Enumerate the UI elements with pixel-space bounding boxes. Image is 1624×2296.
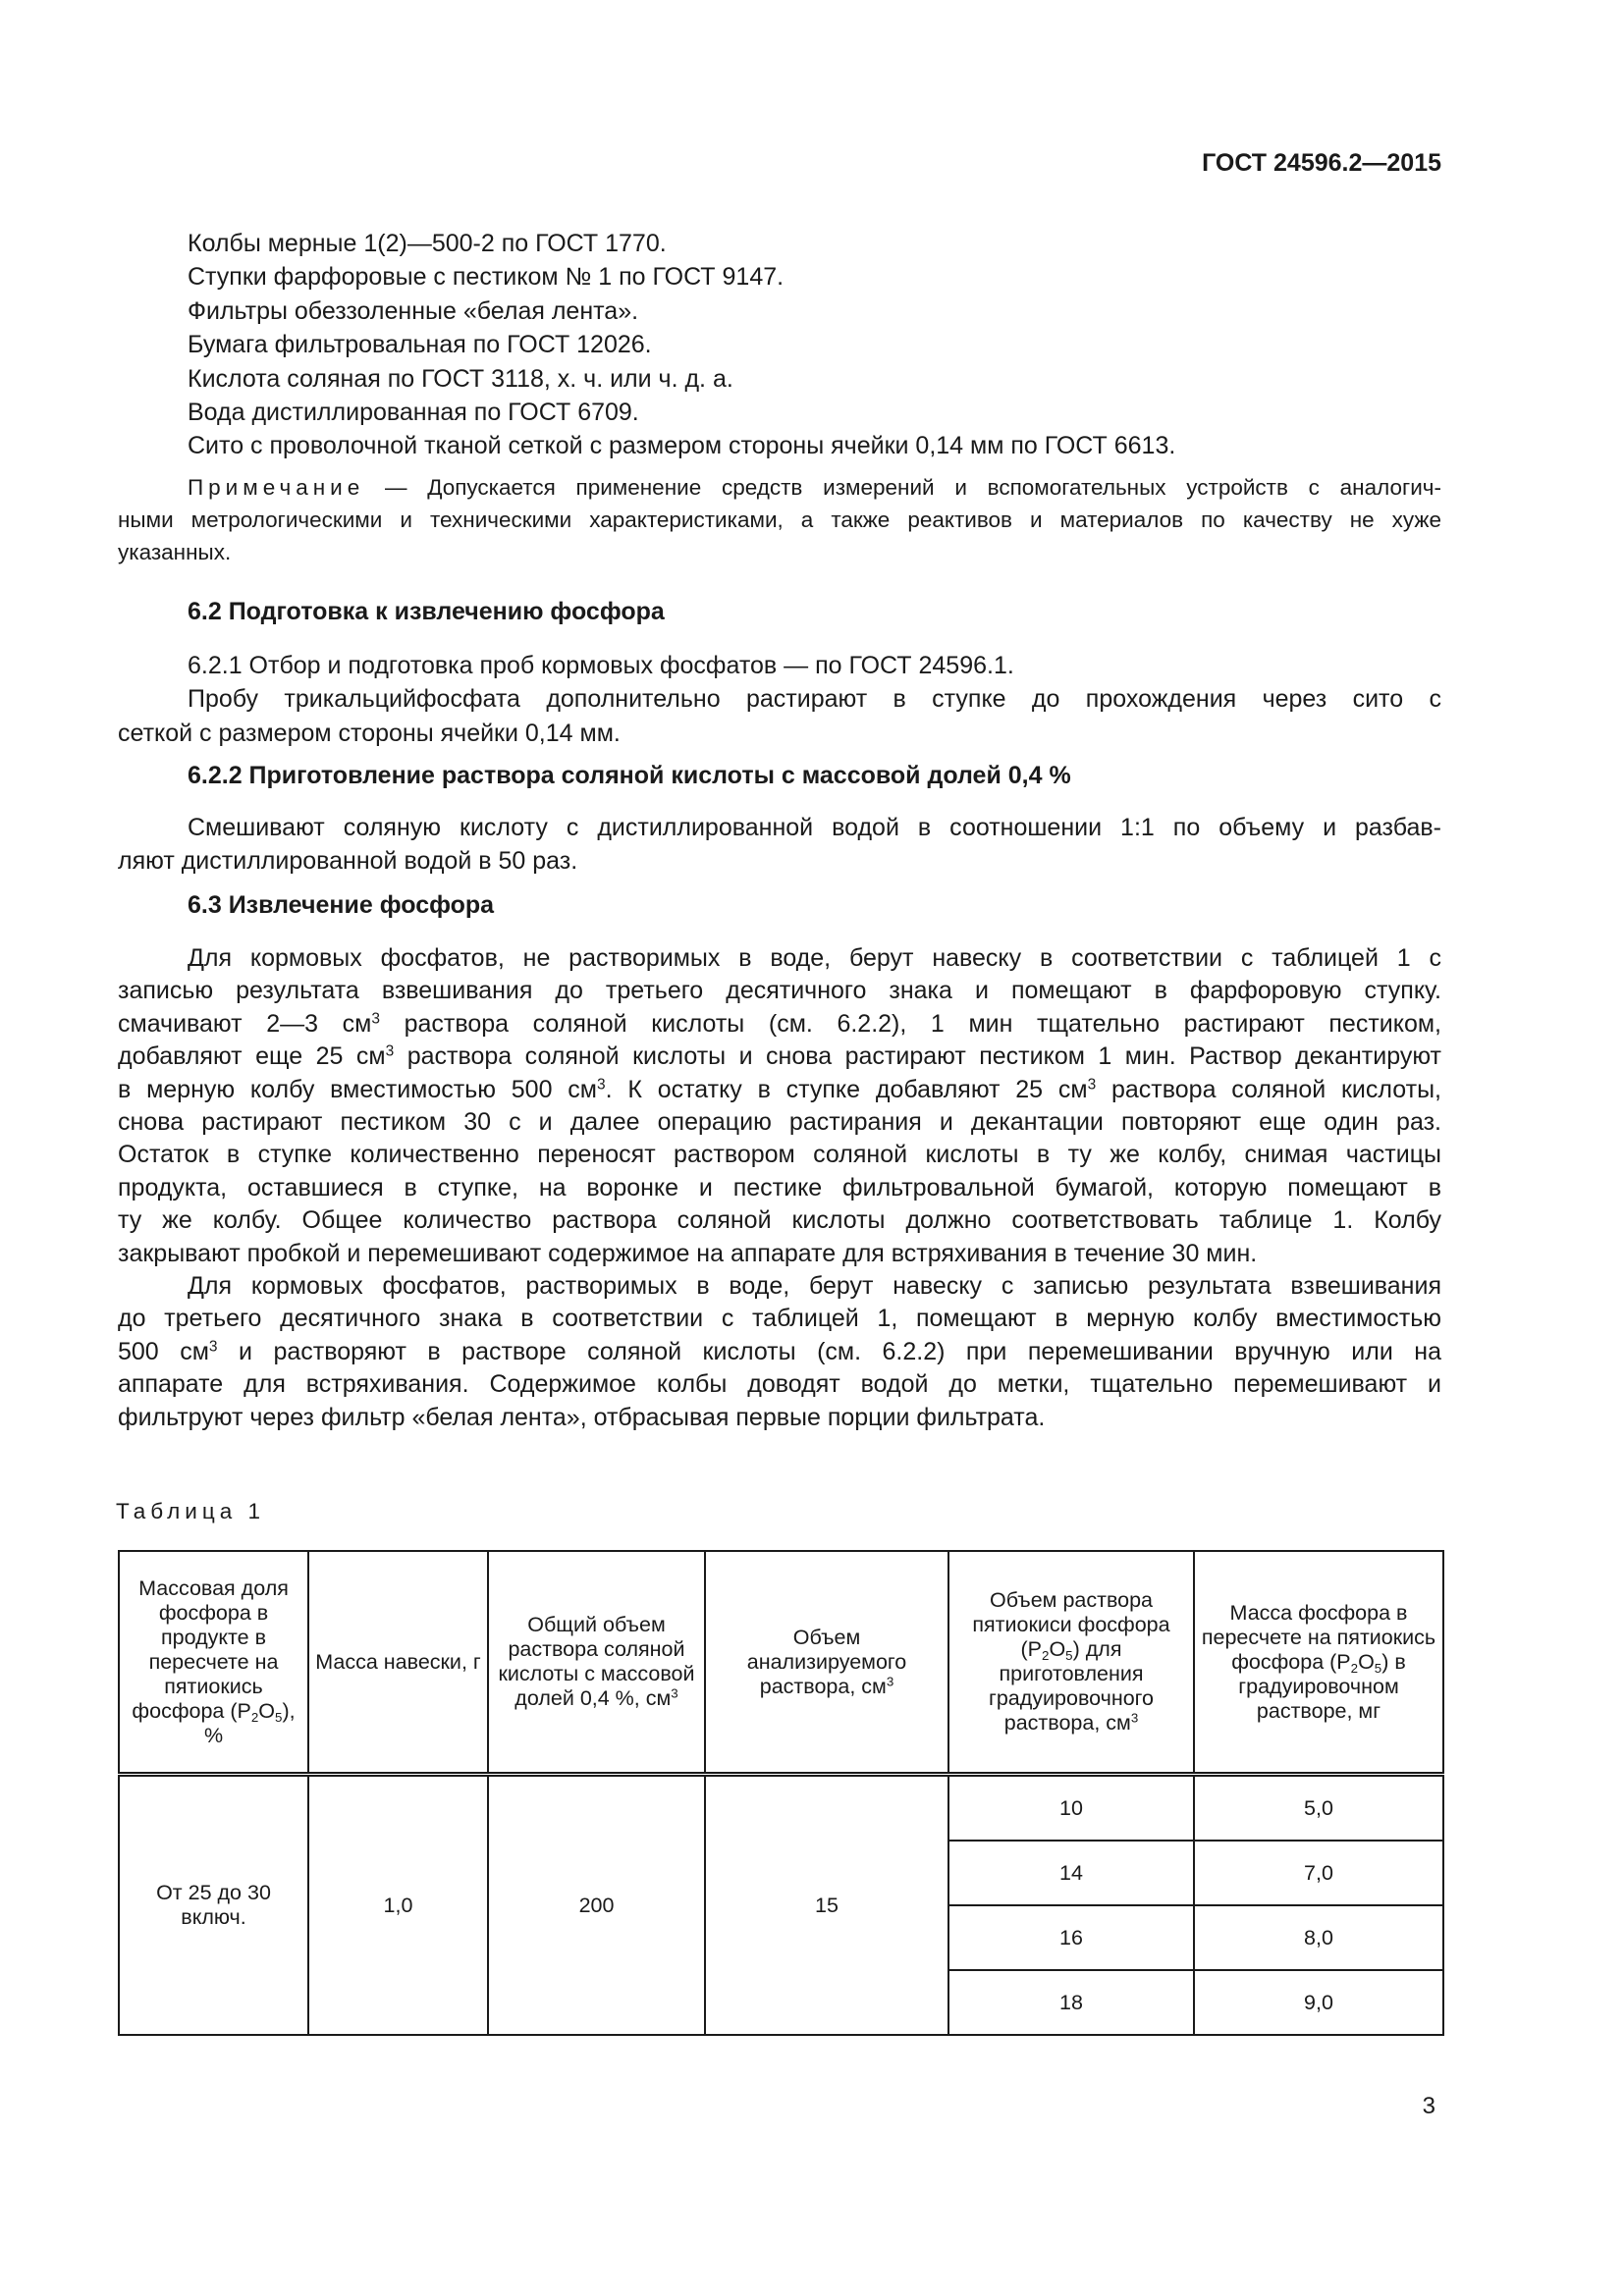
note-label: Примечание	[188, 475, 365, 500]
header-analyzed-volume: Объем анализируемого раствора, $см^3$	[705, 1551, 948, 1775]
superscript: 3	[886, 1674, 894, 1689]
header-p2o5-mass: Масса фосфора в пересчете на пятиокись фосфора $(P_2O_5)$ в градуировочном растворе, мг	[1194, 1551, 1443, 1775]
text-line: в мерную колбу вместимостью 500 $см^3$. К остатку в ступке добавляют 25 $см^3$ раствора соляной кислоты,	[118, 1075, 1441, 1103]
header-sample-mass: Масса навески, г	[308, 1551, 488, 1775]
text-line: Бумага фильтровальная по ГОСТ 12026.	[188, 331, 652, 359]
text-line: фильтруют через фильтр «белая лента», отбрасывая первые порции фильтрата.	[118, 1403, 1046, 1431]
text-line: добавляют еще 25 $см^3$ раствора соляной кислоты и снова растирают пестиком 1 мин. Раствор декантируют	[118, 1042, 1441, 1071]
section-heading-6-3: 6.3 Извлечение фосфора	[188, 891, 495, 919]
note-line	[118, 471, 1441, 504]
section-heading-6-2-2: 6.2.2 Приготовление раствора соляной кислоты с массовой долей 0,4 %	[188, 762, 1071, 789]
text-line: 6.2.1 Отбор и подготовка проб кормовых фосфатов — по ГОСТ 24596.1.	[188, 652, 1014, 679]
superscript: 3	[208, 1338, 218, 1356]
superscript: 3	[371, 1010, 380, 1028]
text-line: продукта, оставшиеся в ступке, на воронке и пестике фильтровальной бумагой, которую помещают в	[118, 1173, 1441, 1201]
text-line: Пробу трикальцийфосфата дополнительно растирают в ступке до прохождения через сито с	[188, 685, 1441, 714]
header-total-acid-volume: Общий объем раствора соляной кислоты с массовой долей 0,4 %, $см^3$	[488, 1551, 705, 1775]
superscript: 3	[385, 1042, 395, 1060]
text-line: Смешивают соляную кислоту с дистиллированной водой в соотношении 1:1 по объему и разбав-	[188, 814, 1441, 841]
header-phosphorus-fraction: Массовая доля фосфора в продукте в пересчете на пятиокись фосфора $(P_2O_5)$, %	[119, 1551, 308, 1775]
subscript: 2	[1350, 1660, 1359, 1676]
text-line: закрывают пробкой и перемешивают содержимое на аппарате для встряхивания в течение 30 мин.	[118, 1239, 1258, 1267]
superscript: 3	[1087, 1076, 1097, 1094]
cell-fraction: От 25 до 30 включ.	[119, 1775, 308, 2036]
header-p2o5-solution-volume: Объем раствора пятиокиси фосфора $(P_2O_5)$ для приготовления градуировочного раствора, $см^3$	[948, 1551, 1194, 1775]
text-line: Колбы мерные 1(2)—500-2 по ГОСТ 1770.	[188, 230, 667, 257]
text-line: Кислота соляная по ГОСТ 3118, х. ч. или ч. д. а.	[188, 364, 733, 393]
text-line: 500 $см^3$ и растворяют в растворе соляной кислоты (см. 6.2.2) при перемешивании вручную или на	[118, 1337, 1441, 1365]
table-header-row	[119, 1551, 1443, 1775]
cell-p2o5-mass: 5,0	[1194, 1775, 1443, 1842]
text-line: Для кормовых фосфатов, растворимых в воде, берут навеску с записью результата взвешивания	[188, 1272, 1441, 1301]
text-line: Остаток в ступке количественно переносят раствором соляной кислоты в ту же колбу, снимая частицы	[118, 1141, 1441, 1169]
subscript: 5	[275, 1709, 283, 1725]
subscript: 2	[250, 1709, 259, 1725]
subscript: 2	[1042, 1647, 1050, 1663]
table-caption: Таблица 1	[116, 1499, 265, 1523]
section-heading-6-2: 6.2 Подготовка к извлечению фосфора	[188, 598, 665, 625]
text-line: Вода дистиллированная по ГОСТ 6709.	[188, 399, 639, 427]
equipment-list	[118, 227, 1441, 463]
cell-total-volume: 200	[488, 1775, 705, 2036]
text-line: ту же колбу. Общее количество раствора соляной кислоты должно соответствовать таблице 1. Колбу	[118, 1206, 1441, 1235]
text-line: смачивают 2—3 $см^3$ раствора соляной кислоты (см. 6.2.2), 1 мин тщательно растирают пестиком,	[118, 1009, 1441, 1038]
text-line: до третьего десятичного знака в соответствии с таблицей 1, помещают в мерную колбу вместимостью	[118, 1305, 1441, 1333]
section-6-2-2-text	[118, 812, 1441, 878]
text-line: ляют дистиллированной водой в 50 раз.	[118, 846, 578, 875]
table-1	[118, 1550, 1444, 2036]
cell-analyzed-volume: 15	[705, 1775, 948, 2036]
note-block	[118, 471, 1441, 568]
text-line: аппарате для встряхивания. Содержимое колбы доводят водой до метки, тщательно перемешивают и	[118, 1370, 1441, 1399]
text-line: Сито с проволочной тканой сеткой с размером стороны ячейки 0,14 мм по ГОСТ 6613.	[188, 432, 1176, 460]
subscript: 5	[1374, 1660, 1382, 1676]
text-line: Ступки фарфоровые с пестиком № 1 по ГОСТ 9147.	[188, 263, 785, 292]
subscript: 5	[1065, 1647, 1073, 1663]
note-line: указанных.	[118, 540, 232, 564]
cell-p2o5-mass: 7,0	[1194, 1841, 1443, 1905]
text-line: сеткой с размером стороны ячейки 0,14 мм.	[118, 719, 621, 747]
superscript: 3	[1130, 1710, 1139, 1726]
table-row	[119, 1775, 1443, 1842]
cell-mass: 1,0	[308, 1775, 488, 2036]
superscript: 3	[596, 1076, 606, 1094]
text-line: Для кормовых фосфатов, не растворимых в воде, берут навеску в соответствии с таблицей 1 с	[188, 944, 1441, 972]
cell-volume: 18	[948, 1970, 1194, 2035]
document-code-header: ГОСТ 24596.2—2015	[1202, 149, 1441, 177]
cell-volume: 10	[948, 1775, 1194, 1842]
section-6-3-text	[118, 942, 1441, 1434]
section-6-2-text	[118, 649, 1441, 750]
note-line: ными метрологическими и техническими характеристиками, а также реактивов и материалов по качеству не хуже	[118, 507, 1441, 532]
text-line: записью результата взвешивания до третьего десятичного знака и помещают в фарфоровую ступку.	[118, 977, 1441, 1005]
text-line: Фильтры обеззоленные «белая лента».	[188, 296, 639, 325]
cell-p2o5-mass: 9,0	[1194, 1970, 1443, 2035]
cell-p2o5-mass: 8,0	[1194, 1905, 1443, 1970]
cell-volume: 14	[948, 1841, 1194, 1905]
note-text: — Допускается применение средств измерений и вспомогательных устройств с аналогич-	[364, 475, 1441, 500]
text-line: снова растирают пестиком 30 с и далее операцию растирания и декантации повторяют еще один раз.	[118, 1108, 1441, 1137]
page-number: 3	[1422, 2093, 1435, 2119]
cell-volume: 16	[948, 1905, 1194, 1970]
superscript: 3	[671, 1685, 678, 1701]
